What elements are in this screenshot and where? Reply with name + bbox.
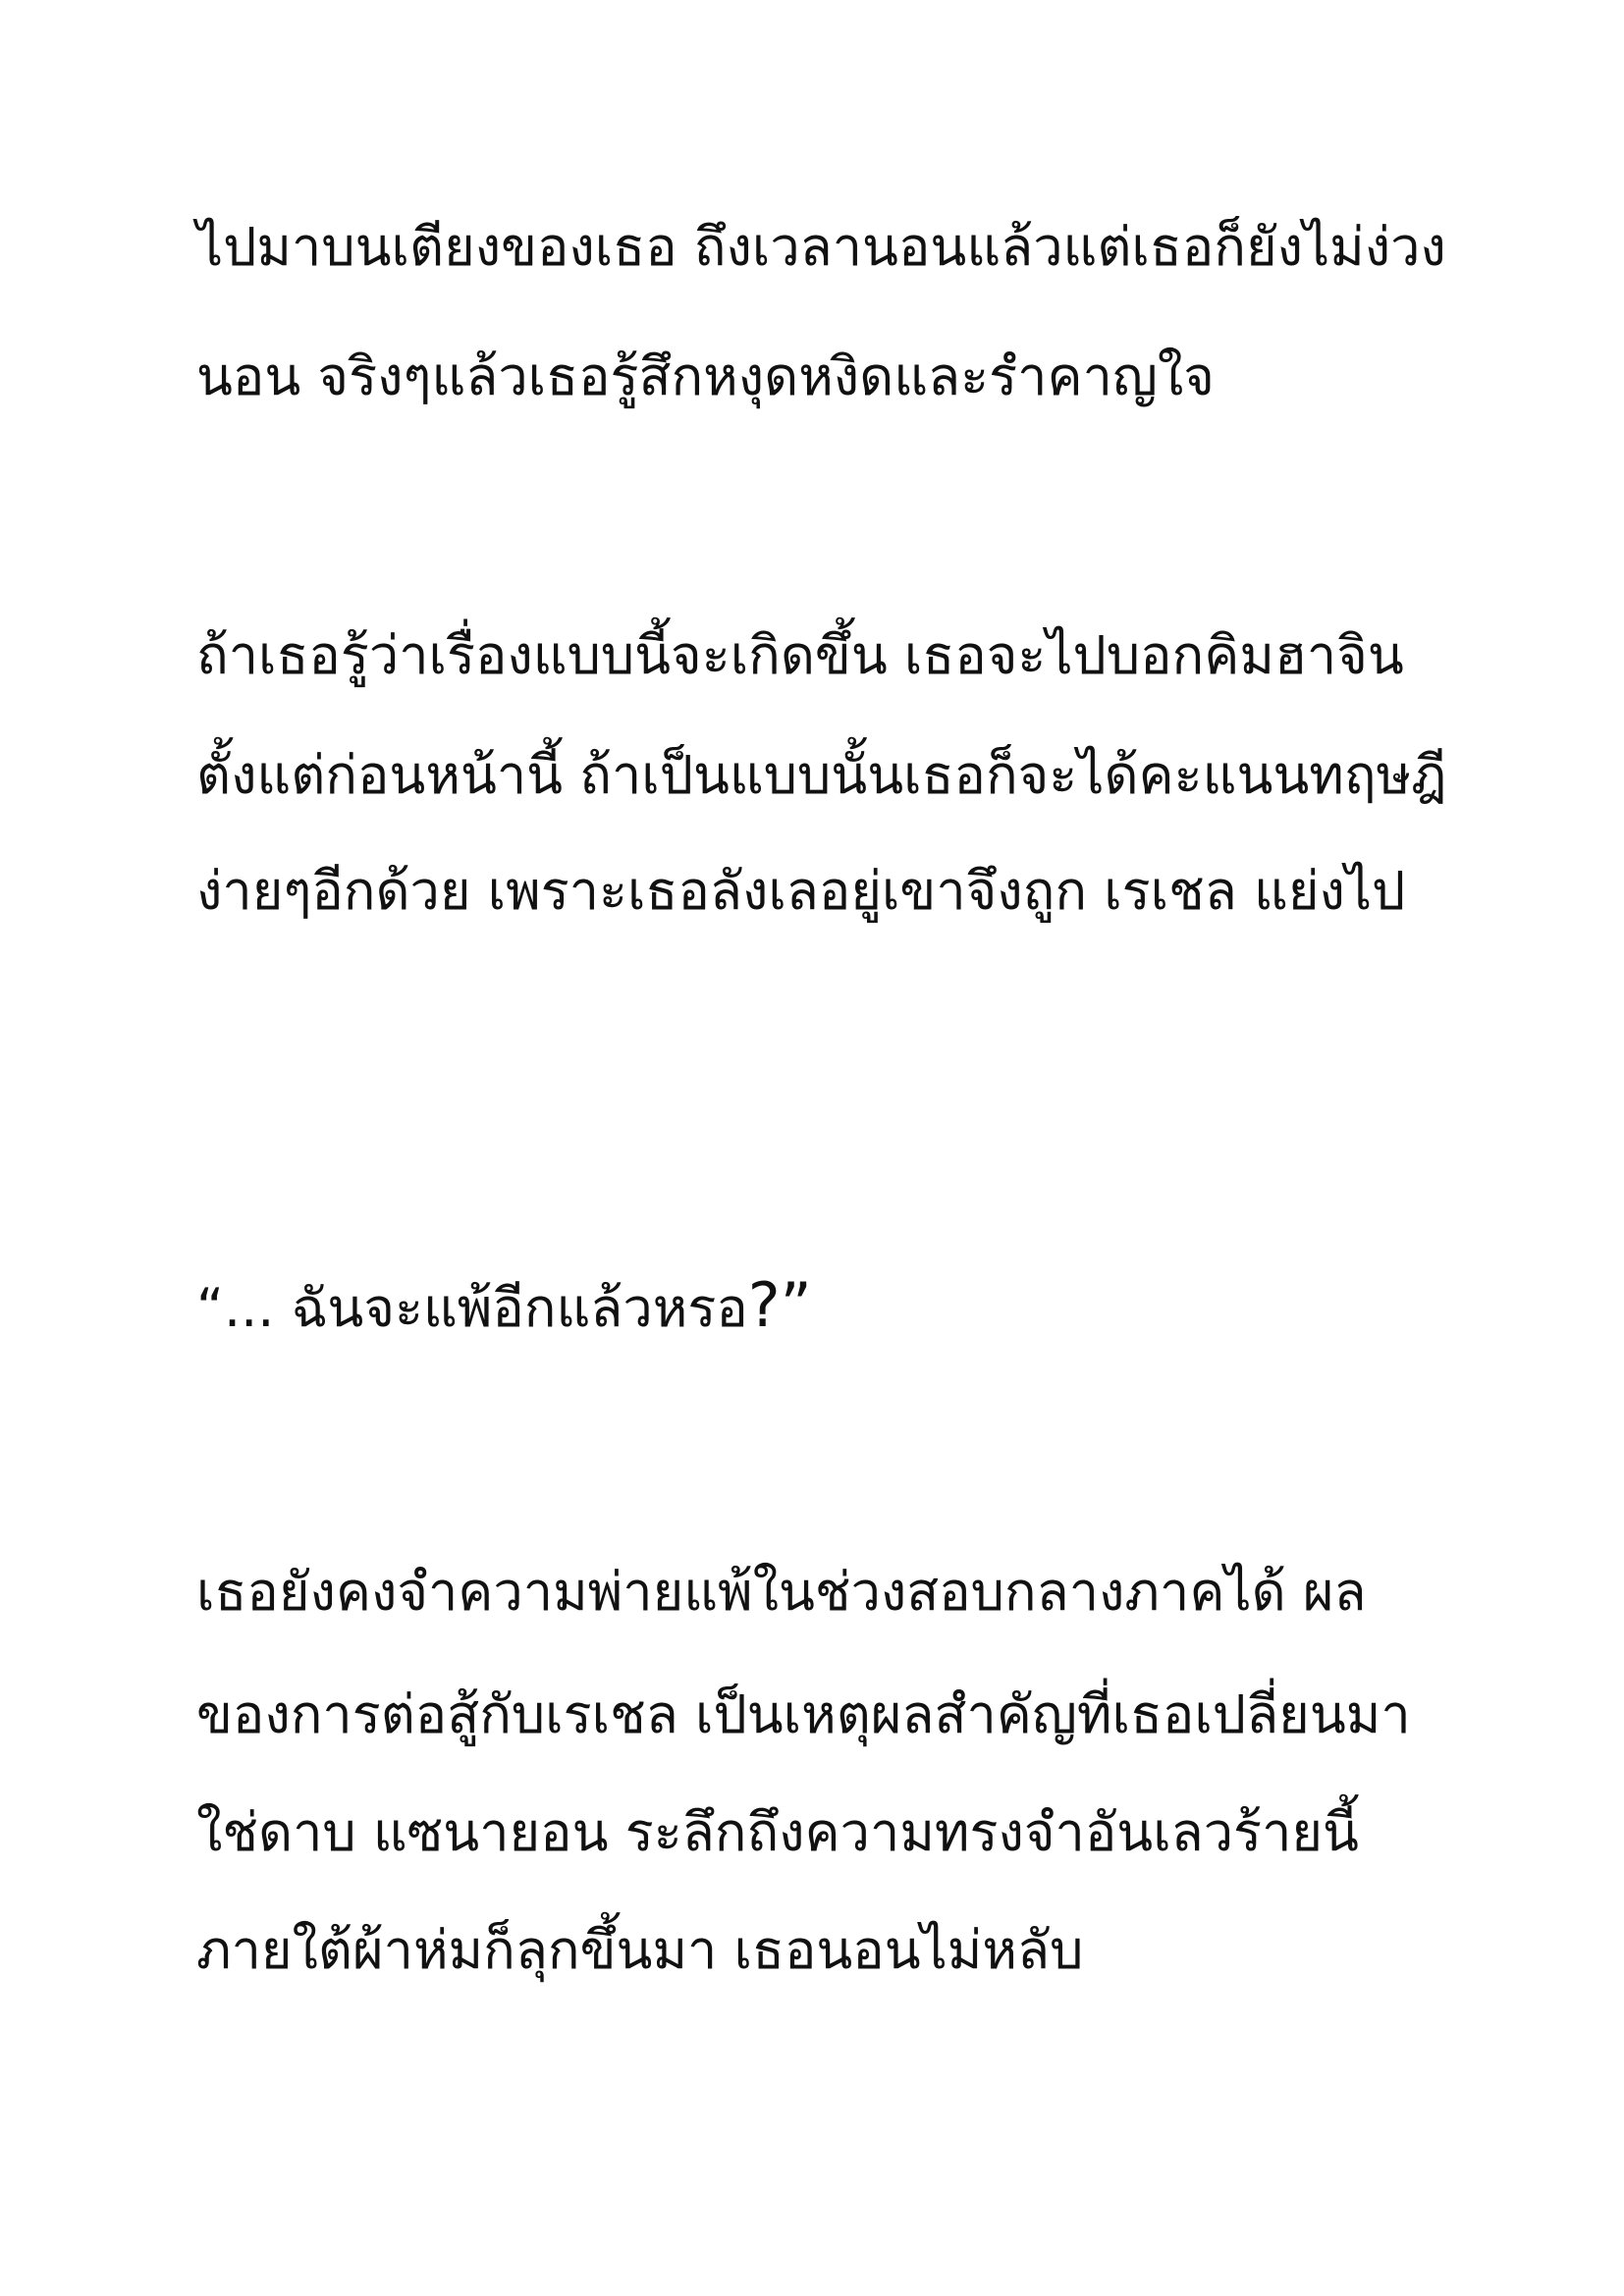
paragraph-1-line-1: ไปมาบนเตียงของเธอ ถึงเวลานอนแล้วแต่เธอก็ยังไม่ง่วง [196,216,1446,278]
paragraph-2-line-3: ง่ายๆอีกด้วย เพราะเธอลังเลอยู่เขาจึงถูก เรเชล แย่งไป [196,860,1406,922]
paragraph-2-line-1: ถ้าเธอรู้ว่าเรื่องแบบนี้จะเกิดขึ้น เธอจะไปบอกคิมฮาจิน [196,624,1404,686]
paragraph-2-line-2: ตั้งแต่ก่อนหน้านี้ ถ้าเป็นแบบนั้นเธอก็จะได้คะแนนทฤษฎี [196,744,1447,806]
paragraph-4-line-3: ใช่ดาบ แซนายอน ระลึกถึงความทรงจำอันเลวร้ายนี้ [196,1801,1359,1863]
paragraph-1-line-2: นอน จริงๆแล้วเธอรู้สึกหงุดหงิดและรำคาญใจ [196,346,1215,407]
paragraph-4-line-4: ภายใต้ผ้าห่มก็ลุกขึ้นมา เธอนอนไม่หลับ [196,1919,1084,1981]
paragraph-4-line-2: ของการต่อสู้กับเรเชล เป็นเหตุผลสำคัญที่เธอเปลี่ยนมา [196,1683,1411,1745]
dialogue-text: “... ฉันจะแพ้อีกแล้วหรอ [196,1277,748,1339]
dialogue-question-mark: ?” [747,1269,812,1341]
dialogue-line [196,1266,812,1348]
paragraph-4-line-1: เธอยังคงจำความพ่ายแพ้ในช่วงสอบกลางภาคได้ ผล [196,1561,1367,1623]
